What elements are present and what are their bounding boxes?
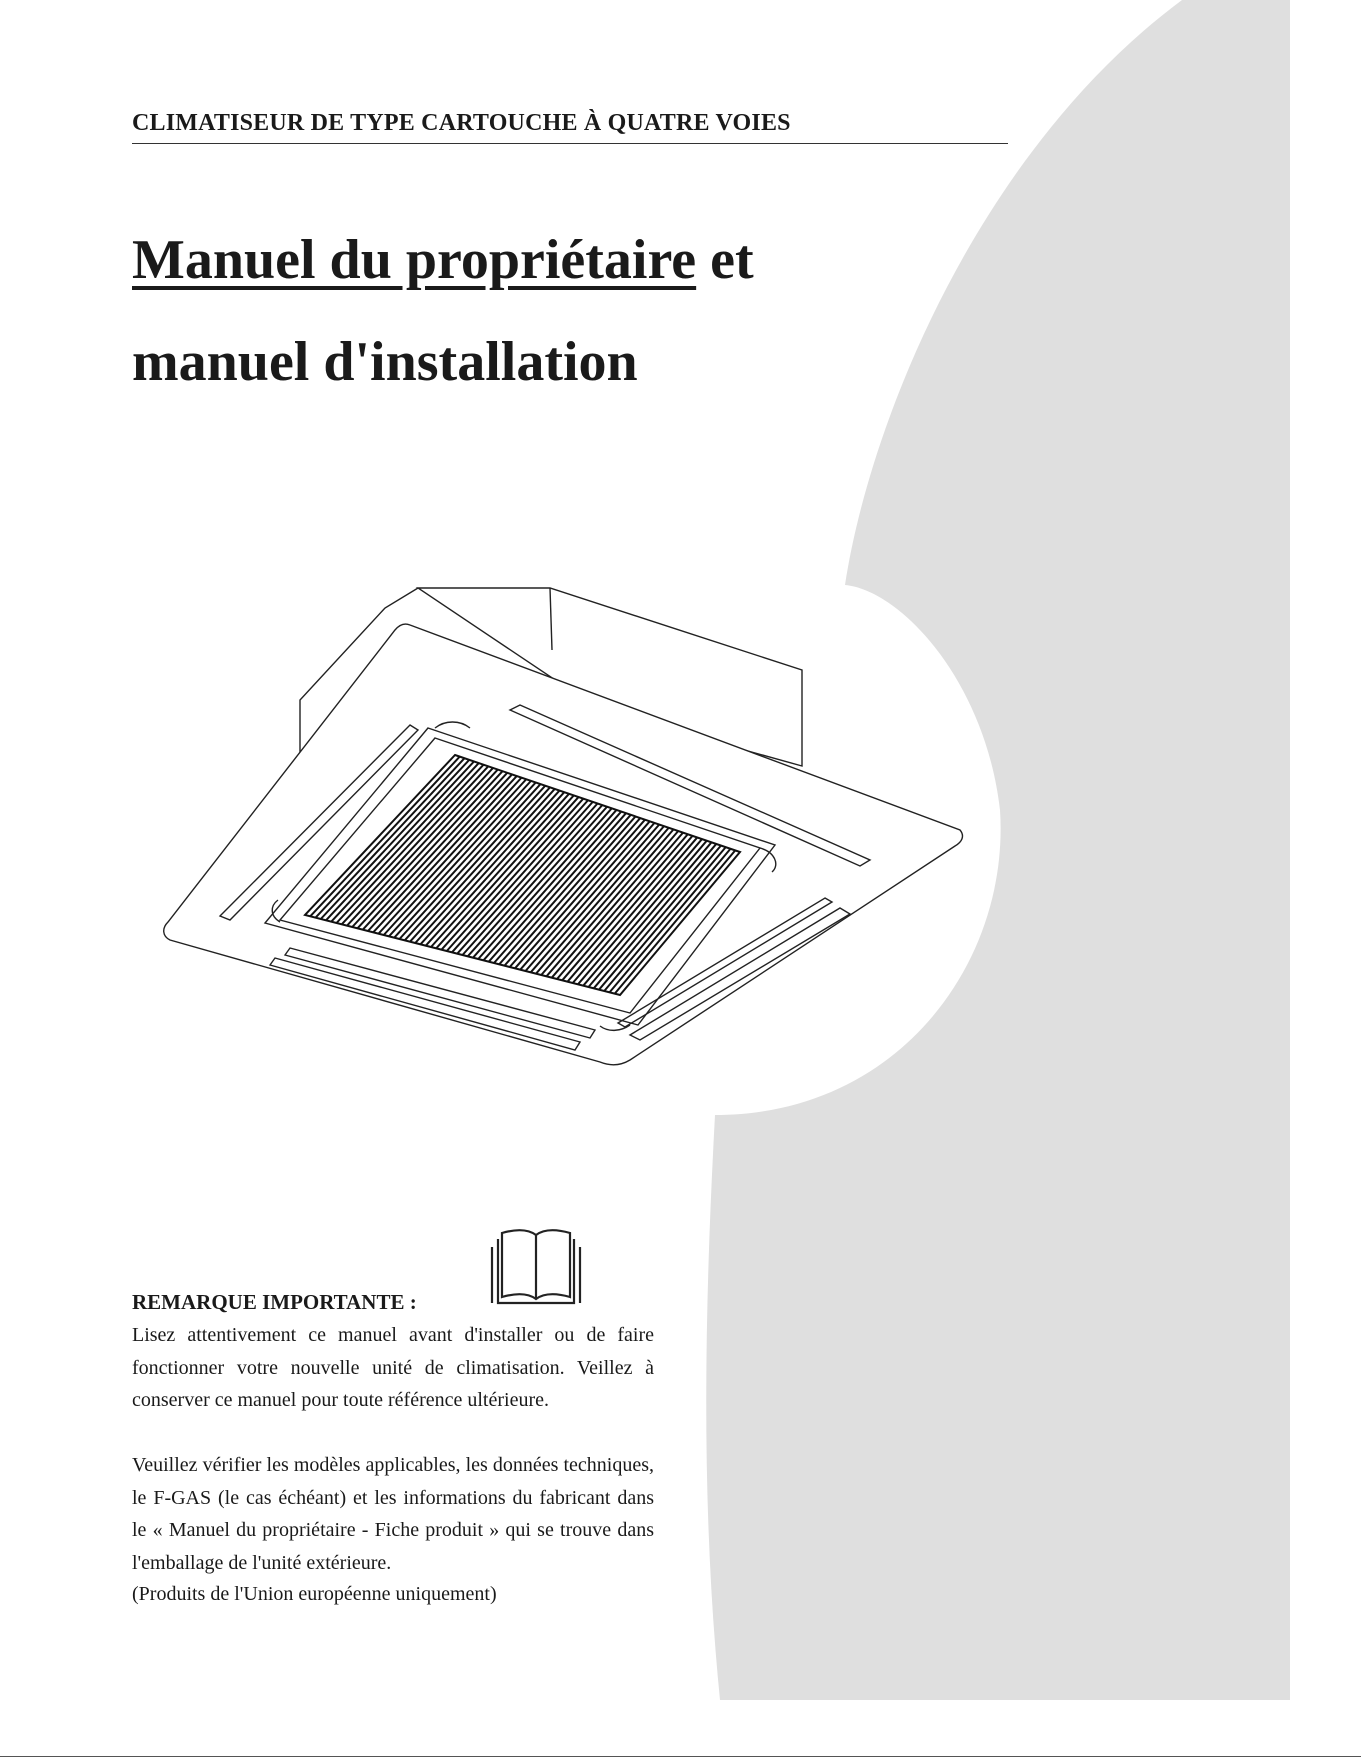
important-note-paragraph-2: Veuillez vérifier les modèles applicables, les données techniques, le F-GAS (le cas échéant) et les informations du fabricant dans le « Manuel du propriétaire - Fiche produit » qui se trouve dans l'emballage de l'unité extérieure. <box>132 1454 654 1574</box>
title-rest: et <box>696 229 754 291</box>
cassette-unit-illustration <box>160 580 980 1080</box>
title-underlined-part: Manuel du propriétaire <box>132 229 697 291</box>
page-title-line-1 <box>132 229 754 291</box>
bottom-rule <box>0 1756 1361 1757</box>
important-note-paragraph-3: (Produits de l'Union européenne uniquement) <box>132 1583 497 1605</box>
book-icon <box>488 1225 584 1305</box>
important-note-heading: REMARQUE IMPORTANTE : <box>132 1290 417 1314</box>
important-note-paragraph-1: Lisez attentivement ce manuel avant d'installer ou de faire fonctionner votre nouvelle unité de climatisation. Veillez à conserver ce manuel pour toute référence ultérieure. <box>132 1324 654 1411</box>
page-title-line-2: manuel d'installation <box>132 331 638 393</box>
document-category-header: CLIMATISEUR DE TYPE CARTOUCHE À QUATRE VOIES <box>132 110 1008 144</box>
